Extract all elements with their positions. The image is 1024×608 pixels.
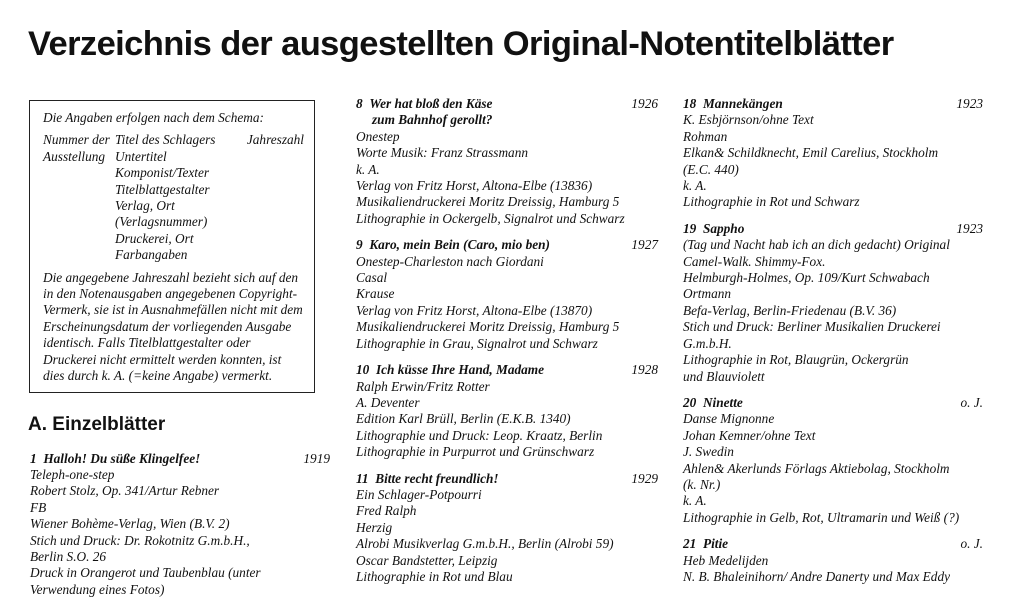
entry-detail: A. Deventer [356, 394, 420, 410]
entry-detail: Lithographie in Rot und Blau [356, 568, 513, 584]
entry-header [683, 395, 983, 411]
entry-number: 10 [356, 362, 370, 378]
entry-detail: Musikaliendruckerei Moritz Dreissig, Hamburg 5 [356, 319, 620, 335]
entry-detail: N. B. Bhaleinihorn/ Andre Danerty und Max Eddy [683, 568, 951, 584]
entry-title: Ich küsse Ihre Hand, Madame [375, 362, 545, 378]
entry-detail: Lithographie in Gelb, Rot, Ultramarin und Weiß (?) [683, 509, 960, 525]
entry-detail: Verlag von Fritz Horst, Altona-Elbe (13836) [356, 178, 593, 194]
schema-box [29, 100, 315, 393]
schema-field: Verlag, Ort (Verlagsnummer) [115, 198, 208, 230]
schema-field: Untertitel [115, 148, 167, 164]
entry-detail: Onestep-Charleston nach Giordani [356, 253, 544, 269]
schema-left-line: Ausstellung [43, 148, 106, 164]
entry-title: Halloh! Du süße Klingelfee! [43, 450, 201, 466]
column-right [683, 96, 983, 595]
entry-detail: k. A. [356, 161, 380, 177]
entry-detail: Lithographie in Purpurrot und Grünschwarz [356, 444, 595, 460]
entry-detail: Ralph Erwin/Fritz Rotter [356, 378, 490, 394]
entry-number: 21 [683, 536, 697, 552]
entry-header [356, 362, 658, 378]
entry-year: 1923 [956, 96, 983, 111]
entry-detail: Wiener Bohème-Verlag, Wien (B.V. 2) [30, 516, 230, 532]
column-middle [356, 96, 658, 595]
entry-detail: k. A. [683, 493, 707, 509]
schema-left-line: Nummer der [43, 132, 110, 148]
schema-grid [43, 132, 304, 263]
entry-year: o. J. [960, 394, 983, 410]
entry-header [356, 471, 658, 487]
schema-field: Titel des Schlagers [115, 132, 216, 148]
entry-year: 1929 [631, 470, 658, 486]
entry-detail: K. Esbjörnson/ohne Text [683, 112, 814, 128]
entry-title: Wer hat bloß den Käse [369, 96, 493, 111]
entry-year: 1927 [631, 237, 658, 253]
entry-detail: FB [30, 499, 47, 515]
column-left [30, 100, 330, 608]
entry-detail: Oscar Bandstetter, Leipzig [356, 552, 498, 568]
catalog-entry [356, 471, 658, 586]
entry-detail: Ein Schlager-Potpourri [356, 486, 482, 502]
entry-header [683, 221, 983, 237]
entry-detail: Alrobi Musikverlag G.m.b.H., Berlin (Alrobi 59) [356, 536, 614, 552]
entry-detail: Robert Stolz, Op. 341/Artur Rebner [30, 483, 220, 499]
entry-header [683, 96, 983, 112]
entry-year: 1923 [956, 220, 983, 236]
entry-detail: Lithographie in Grau, Signalrot und Schwarz [356, 335, 598, 351]
entry-title: Sappho [702, 220, 745, 236]
entry-detail: Befa-Verlag, Berlin-Friedenau (B.V. 36) [683, 302, 897, 318]
entry-title: Karo, mein Bein (Caro, mio ben) [369, 237, 550, 253]
entry-header [683, 536, 983, 552]
entry-year: 1928 [631, 362, 658, 378]
entry-detail: Stich und Druck: Dr. Rokotnitz G.m.b.H., [30, 532, 250, 548]
entry-detail: Elkan& Schildknecht, Emil Carelius, Stockholm [683, 145, 939, 161]
entry-number: 18 [683, 96, 697, 111]
entry-detail: Teleph-one-step [30, 466, 115, 482]
entry-detail: Heb Medelijden [683, 552, 769, 568]
entry-detail: Camel-Walk. Shimmy-Fox. [683, 253, 826, 269]
schema-intro: Die Angaben erfolgen nach dem Schema: [43, 110, 264, 125]
entry-detail: und Blauviolett [683, 368, 765, 384]
catalog-entry [683, 96, 983, 211]
schema-year-label: Jahreszahl [246, 132, 304, 148]
entry-number: 8 [356, 96, 363, 111]
entry-header [356, 237, 658, 253]
schema-field: Druckerei, Ort [115, 230, 194, 246]
entry-detail: Worte Musik: Franz Strassmann [356, 145, 529, 161]
entry-detail: Verwendung eines Fotos) [30, 581, 165, 597]
entry-header [30, 451, 330, 467]
catalog-entry [683, 221, 983, 385]
catalog-entry [356, 96, 658, 227]
section-heading: A. Einzelblätter [28, 413, 166, 435]
entry-title: Bitte recht freundlich! [375, 470, 499, 486]
entry-detail: (Tag und Nacht hab ich an dich gedacht) Original [683, 237, 950, 253]
entry-detail: Stich und Druck: Berliner Musikalien Druckerei [683, 319, 941, 335]
entry-detail: Onestep [356, 128, 400, 144]
entry-detail: Musikaliendruckerei Moritz Dreissig, Hamburg 5 [356, 194, 620, 210]
entry-detail: Lithographie und Druck: Leop. Kraatz, Berlin [356, 427, 603, 443]
entry-detail: Lithographie in Rot, Blaugrün, Ockergrün [683, 352, 909, 368]
entry-detail: Lithographie in Rot und Schwarz [683, 194, 860, 210]
entry-detail: Verlag von Fritz Horst, Altona-Elbe (13870) [356, 302, 593, 318]
catalog-entry [30, 451, 330, 599]
entry-detail: Herzig [356, 519, 393, 535]
entry-header [356, 96, 658, 112]
schema-note: Die angegebene Jahreszahl bezieht sich auf den in den Notenausgaben angegebenen Copyright-Vermerk, sie ist in Ausnahmefällen nicht mit dem Erscheinungsdatum der vorliegenden Ausgabe identisch. Falls Titelblattgestalter oder Druckerei nicht ermittelt werden konnten, ist dies durch k. A. (=keine Angabe) vermerkt. [43, 269, 303, 384]
schema-field: Titelblattgestalter [115, 181, 210, 197]
entry-number: 9 [356, 237, 363, 253]
entry-year: 1919 [303, 450, 330, 466]
catalog-entry [683, 536, 983, 585]
entry-detail: Edition Karl Brüll, Berlin (E.K.B. 1340) [356, 411, 571, 427]
entry-detail: Ortmann [683, 286, 732, 302]
catalog-entry [356, 237, 658, 352]
entry-detail: Berlin S.O. 26 [30, 548, 107, 564]
entry-detail: G.m.b.H. [683, 335, 732, 351]
entry-detail: J. Swedin [683, 444, 734, 460]
entry-detail: Druck in Orangerot und Taubenblau (unter [30, 565, 261, 581]
entry-number: 19 [683, 220, 697, 236]
catalog-entry [356, 362, 658, 460]
page-title: Verzeichnis der ausgestellten Original-Notentitelblätter [28, 25, 894, 63]
schema-field: Farbangaben [115, 247, 188, 263]
entry-detail: Danse Mignonne [683, 411, 775, 427]
entry-detail: Casal [356, 270, 388, 286]
entry-detail: Lithographie in Ockergelb, Signalrot und Schwarz [356, 210, 625, 226]
entry-detail: Fred Ralph [356, 503, 417, 519]
entry-detail: k. A. [683, 178, 707, 194]
entry-title: Mannekängen [702, 96, 783, 111]
entry-title: Ninette [702, 394, 743, 410]
catalog-entry [683, 395, 983, 526]
entry-number: 11 [356, 470, 369, 486]
entry-number: 20 [683, 394, 697, 410]
entry-detail: Krause [356, 286, 395, 302]
entry-detail: Rohman [683, 128, 728, 144]
entry-detail: (E.C. 440) [683, 161, 739, 177]
entry-detail: Johan Kemner/ohne Text [683, 427, 816, 443]
entry-year: 1926 [631, 96, 658, 111]
entry-title-cont: zum Bahnhof gerollt? [372, 112, 493, 128]
entry-detail: Ahlen& Akerlunds Förlags Aktiebolag, Stockholm [683, 460, 950, 476]
entry-detail: Helmburgh-Holmes, Op. 109/Kurt Schwabach [683, 270, 930, 286]
entry-year: o. J. [960, 536, 983, 552]
schema-field: Komponist/Texter [115, 165, 210, 181]
entry-detail: (k. Nr.) [683, 476, 721, 492]
entry-number: 1 [30, 450, 37, 466]
entry-title: Pitie [702, 536, 729, 552]
